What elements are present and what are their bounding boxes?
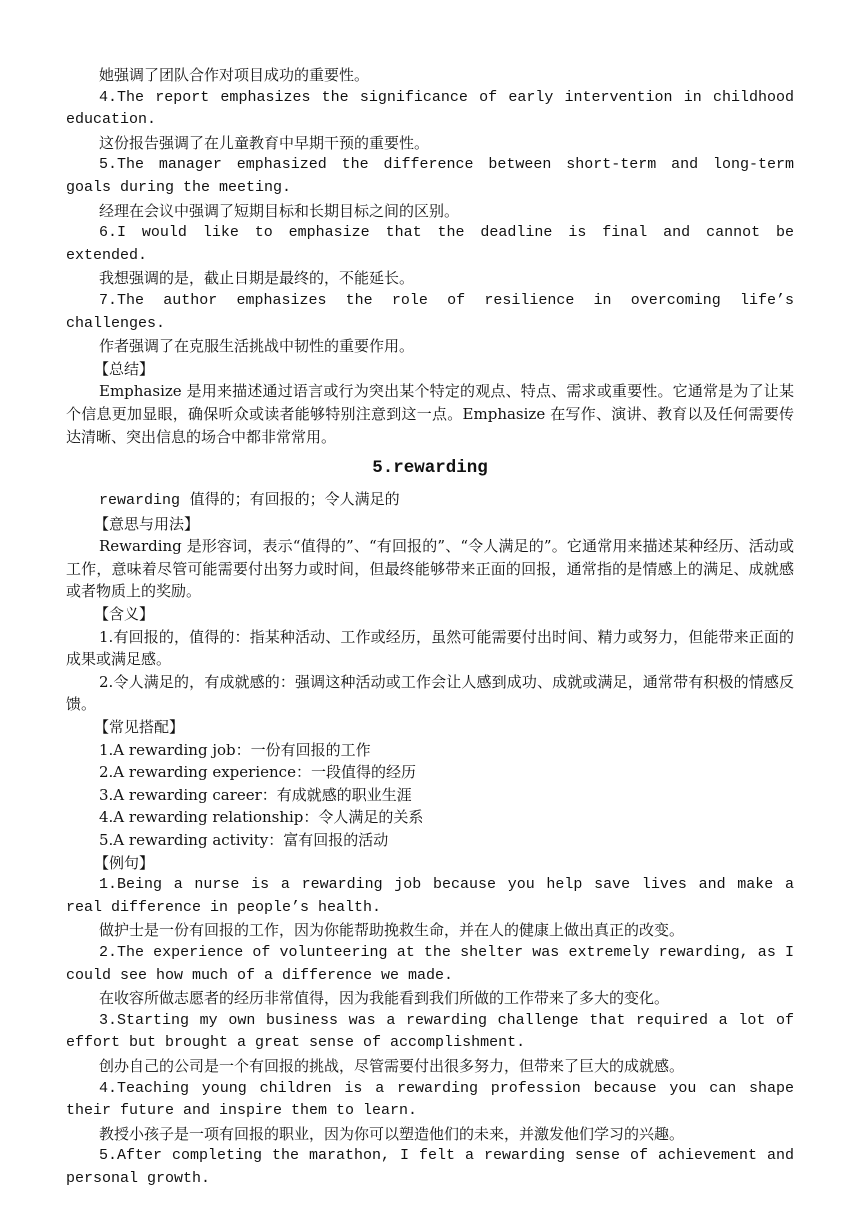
usage-heading: 【意思与用法】 xyxy=(94,514,200,533)
collocation-item: 5.A rewarding activity：富有回报的活动 xyxy=(99,831,389,849)
example-zh: 在收容所做志愿者的经历非常值得，因为我能看到我们所做的工作带来了多大的变化。 xyxy=(99,989,670,1008)
example-zh: 我想强调的是，截止日期是最终的，不能延长。 xyxy=(99,269,415,288)
example-en: 7.The author emphasizes the role of resilience in overcoming life’s challenges. xyxy=(66,291,794,332)
collocation-heading: 【常见搭配】 xyxy=(94,718,185,737)
example-zh: 做护士是一份有回报的工作，因为你能帮助挽救生命，并在人的健康上做出真正的改变。 xyxy=(99,921,685,940)
example-zh: 经理在会议中强调了短期目标和长期目标之间的区别。 xyxy=(99,201,460,220)
example-en: 2.The experience of volunteering at the shelter was extremely rewarding, as I could see how much of a difference we made. xyxy=(66,943,794,984)
example-heading: 【例句】 xyxy=(94,853,155,872)
meaning-item: 2.令人满足的，有成就感的：强调这种活动或工作会让人感到成功、成就或满足，通常带有积极的情感反馈。 xyxy=(66,672,794,714)
section-title: 5.rewarding xyxy=(372,458,488,479)
collocation-item: 1.A rewarding job：一份有回报的工作 xyxy=(99,740,371,759)
example-en: 3.Starting my own business was a rewarding challenge that required a lot of effort but brought a great sense of accomplishment. xyxy=(66,1011,794,1052)
headword-gloss: 值得的；有回报的；令人满足的 xyxy=(189,490,400,509)
example-en: 5.The manager emphasized the difference between short-term and long-term goals during the meeting. xyxy=(66,156,794,196)
headword: rewarding xyxy=(99,492,181,510)
collocation-item: 2.A rewarding experience：一段值得的经历 xyxy=(99,763,416,782)
example-en: 5.After completing the marathon, I felt a rewarding sense of achievement and personal growth. xyxy=(66,1147,794,1187)
collocation-item: 4.A rewarding relationship：令人满足的关系 xyxy=(99,808,424,827)
paragraph: 她强调了团队合作对项目成功的重要性。 xyxy=(99,66,370,84)
meaning-heading: 【含义】 xyxy=(94,605,155,624)
document-page xyxy=(66,64,794,1191)
example-en: 4.The report emphasizes the significance of early intervention in childhood education. xyxy=(66,88,794,129)
example-en: 4.Teaching young children is a rewarding profession because you can shape their future and inspire them to learn. xyxy=(66,1079,794,1120)
example-zh: 这份报告强调了在儿童教育中早期干预的重要性。 xyxy=(99,133,430,152)
example-en: 1.Being a nurse is a rewarding job because you help save lives and make a real difference in people’s health. xyxy=(66,876,794,916)
example-zh: 作者强调了在克服生活挑战中韧性的重要作用。 xyxy=(99,337,415,356)
collocation-item: 3.A rewarding career：有成就感的职业生涯 xyxy=(99,785,412,804)
example-en: 6.I would like to emphasize that the deadline is final and cannot be extended. xyxy=(66,224,794,264)
headword-line xyxy=(66,488,794,513)
example-zh: 创办自己的公司是一个有回报的挑战，尽管需要付出很多努力，但带来了巨大的成就感。 xyxy=(99,1056,685,1075)
meaning-item: 1.有回报的，值得的：指某种活动、工作或经历，虽然可能需要付出时间、精力或努力，但能带来正面的成果或满足感。 xyxy=(66,627,794,669)
example-zh: 教授小孩子是一项有回报的职业，因为你可以塑造他们的未来，并激发他们学习的兴趣。 xyxy=(99,1124,685,1143)
summary-paragraph: Emphasize 是用来描述通过语言或行为突出某个特定的观点、特点、需求或重要性。它通常是为了让某个信息更加显眼，确保听众或读者能够特别注意到这一点。Emphasize 在写作、演讲、教育以及任何需要传达清晰、突出信息的场合中都非常常用。 xyxy=(66,382,794,446)
summary-heading: 【总结】 xyxy=(94,359,155,378)
usage-paragraph: Rewarding 是形容词，表示“值得的”、“有回报的”、“令人满足的”。它通常用来描述某种经历、活动或工作，意味着尽管可能需要付出努力或时间，但最终能够带来正面的回报，通常指的是情感上的满足、成就感或者物质上的奖励。 xyxy=(66,537,794,601)
